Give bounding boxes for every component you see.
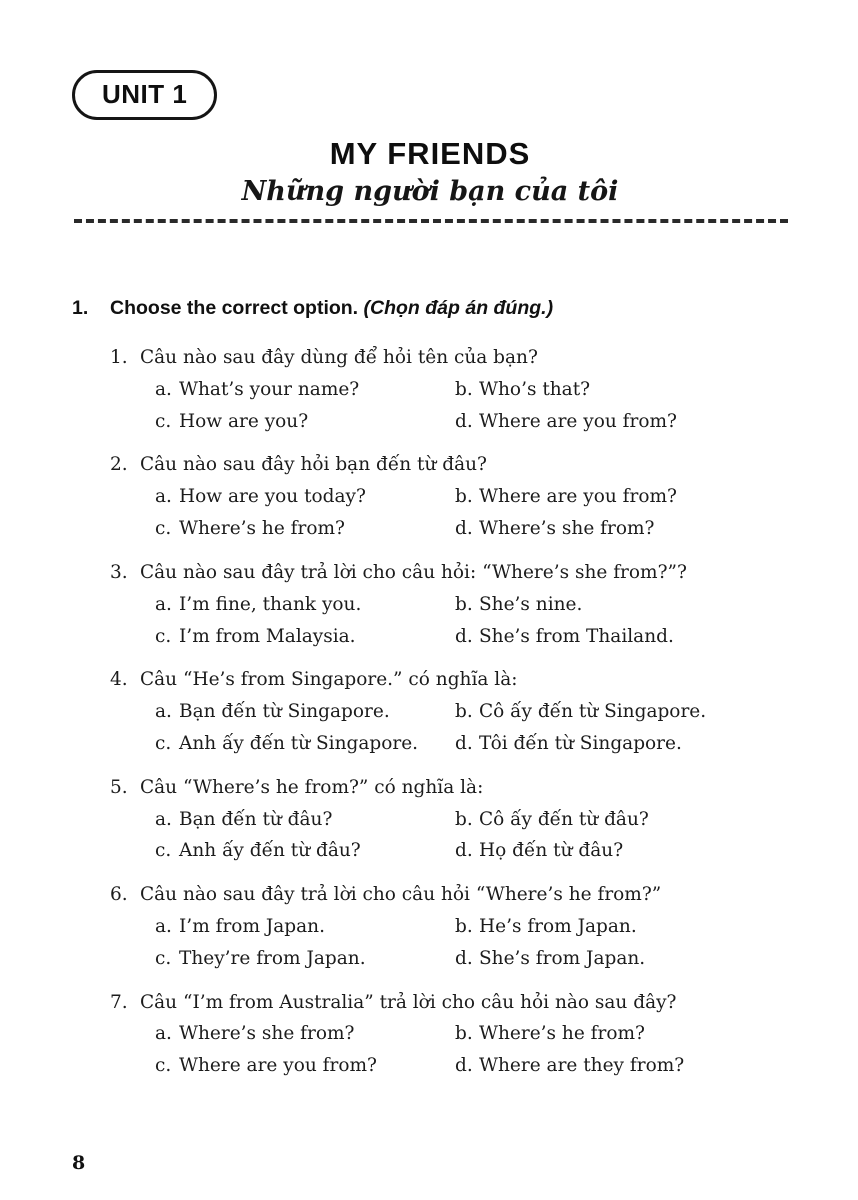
answer-option	[155, 914, 455, 941]
question-block	[72, 990, 788, 1080]
option-text: Bạn đến từ đâu?	[179, 808, 333, 830]
unit-badge	[72, 70, 217, 120]
option-text: How are you today?	[179, 486, 366, 508]
question-head	[72, 345, 788, 372]
option-text: Anh ấy đến từ Singapore.	[179, 732, 419, 754]
answer-option	[455, 624, 788, 651]
option-text: I’m from Malaysia.	[179, 625, 356, 647]
question-text: Câu “I’m from Australia” trả lời cho câu hỏi nào sau đây?	[140, 991, 677, 1013]
option-label: a.	[155, 916, 172, 937]
answer-option	[455, 731, 788, 758]
option-label: b.	[455, 701, 473, 723]
option-text: He’s from Japan.	[479, 916, 637, 937]
question-text: Câu nào sau đây trả lời cho câu hỏi: “Where’s she from?”?	[140, 561, 687, 583]
dashed-divider	[74, 219, 788, 223]
question-head	[72, 882, 788, 909]
options-grid	[155, 807, 788, 866]
option-label: b.	[455, 593, 473, 615]
section-heading	[72, 297, 788, 320]
section-title-vi: (Chọn đáp án đúng.)	[363, 297, 554, 319]
answer-option	[155, 1053, 455, 1080]
question-text: Câu nào sau đây trả lời cho câu hỏi “Where’s he from?”	[140, 884, 662, 906]
question-list	[72, 345, 788, 1080]
option-label: d.	[455, 625, 473, 647]
option-text: She’s from Japan.	[479, 947, 646, 969]
option-label: c.	[155, 732, 172, 754]
option-label: a.	[155, 701, 172, 723]
option-text: Where’s she from?	[179, 1023, 355, 1045]
answer-option	[455, 946, 788, 973]
option-text: Where are they from?	[479, 1055, 685, 1077]
option-text: What’s your name?	[179, 378, 360, 400]
option-label: a.	[155, 593, 172, 615]
question-block	[72, 882, 788, 972]
question-number: 3.	[110, 561, 128, 583]
option-text: Anh ấy đến từ đâu?	[179, 840, 361, 862]
option-label: d.	[455, 1055, 473, 1077]
option-text: Cô ấy đến từ Singapore.	[479, 701, 707, 723]
question-text: Câu nào sau đây hỏi bạn đến từ đâu?	[140, 454, 487, 476]
answer-option	[155, 1021, 455, 1048]
options-grid	[155, 699, 788, 758]
option-text: Tôi đến từ Singapore.	[479, 732, 682, 754]
answer-option	[155, 807, 455, 834]
option-label: b.	[455, 486, 473, 508]
answer-option	[155, 838, 455, 865]
option-text: They’re from Japan.	[179, 947, 366, 969]
page-title: MY FRIENDS	[329, 136, 531, 171]
option-label: b.	[455, 1023, 473, 1045]
option-text: Where’s he from?	[179, 518, 345, 540]
options-grid	[155, 484, 788, 543]
question-head	[72, 452, 788, 479]
question-block	[72, 667, 788, 757]
unit-badge-label: UNIT 1	[102, 79, 188, 109]
answer-option	[155, 409, 455, 436]
answer-option	[155, 377, 455, 404]
answer-option	[155, 946, 455, 973]
answer-option	[455, 484, 788, 511]
option-text: Who’s that?	[479, 378, 591, 400]
section-title-en: Choose the correct option.	[110, 297, 359, 319]
option-text: I’m fine, thank you.	[179, 593, 362, 615]
options-grid	[155, 377, 788, 436]
option-label: b.	[455, 378, 473, 400]
option-label: d.	[455, 410, 473, 432]
question-text: Câu “He’s from Singapore.” có nghĩa là:	[140, 669, 518, 691]
answer-option	[455, 377, 788, 404]
answer-option	[455, 914, 788, 941]
options-grid	[155, 914, 788, 973]
answer-option	[455, 516, 788, 543]
page-subtitle: Những người bạn của tôi	[241, 176, 619, 207]
question-number: 2.	[110, 454, 128, 476]
option-text: Where are you from?	[179, 1055, 377, 1077]
option-label: a.	[155, 1023, 172, 1045]
answer-option	[155, 592, 455, 619]
question-head	[72, 560, 788, 587]
option-text: Bạn đến từ Singapore.	[179, 701, 390, 723]
answer-option	[455, 699, 788, 726]
question-block	[72, 345, 788, 435]
option-label: c.	[155, 947, 172, 969]
question-text: Câu “Where’s he from?” có nghĩa là:	[140, 776, 484, 798]
question-number: 4.	[110, 669, 128, 691]
answer-option	[455, 592, 788, 619]
option-label: a.	[155, 378, 172, 400]
option-text: She’s nine.	[479, 593, 583, 615]
option-text: How are you?	[179, 410, 309, 432]
question-block	[72, 452, 788, 542]
option-label: b.	[455, 808, 473, 830]
option-label: d.	[455, 840, 473, 862]
option-text: Họ đến từ đâu?	[479, 840, 624, 862]
option-label: b.	[455, 916, 473, 937]
option-text: Cô ấy đến từ đâu?	[479, 808, 649, 830]
question-number: 5.	[110, 776, 128, 798]
answer-option	[455, 838, 788, 865]
option-label: d.	[455, 518, 473, 540]
section-number: 1.	[72, 297, 89, 319]
option-label: d.	[455, 732, 473, 754]
answer-option	[155, 624, 455, 651]
answer-option	[155, 516, 455, 543]
option-label: c.	[155, 1055, 172, 1077]
option-label: c.	[155, 840, 172, 862]
question-text: Câu nào sau đây dùng để hỏi tên của bạn?	[140, 347, 538, 368]
question-number: 6.	[110, 884, 128, 906]
option-label: c.	[155, 625, 172, 647]
option-label: c.	[155, 410, 172, 432]
option-label: a.	[155, 486, 172, 508]
answer-option	[155, 731, 455, 758]
options-grid	[155, 592, 788, 651]
option-text: Where’s she from?	[479, 518, 655, 540]
question-head	[72, 990, 788, 1017]
answer-option	[455, 409, 788, 436]
question-block	[72, 560, 788, 650]
option-label: a.	[155, 808, 172, 830]
option-text: Where’s he from?	[479, 1023, 645, 1045]
question-number: 7.	[110, 991, 128, 1013]
option-label: c.	[155, 518, 172, 540]
option-text: Where are you from?	[479, 410, 677, 432]
answer-option	[455, 1021, 788, 1048]
options-grid	[155, 1021, 788, 1080]
option-text: She’s from Thailand.	[479, 625, 674, 647]
question-number: 1.	[110, 347, 128, 368]
question-block	[72, 775, 788, 865]
answer-option	[455, 1053, 788, 1080]
answer-option	[455, 807, 788, 834]
question-head	[72, 667, 788, 694]
section-title	[110, 297, 553, 320]
option-text: Where are you from?	[479, 486, 677, 508]
question-head	[72, 775, 788, 802]
option-text: I’m from Japan.	[179, 916, 325, 937]
option-label: d.	[455, 947, 473, 969]
answer-option	[155, 699, 455, 726]
answer-option	[155, 484, 455, 511]
page-number: 8	[72, 1152, 86, 1174]
